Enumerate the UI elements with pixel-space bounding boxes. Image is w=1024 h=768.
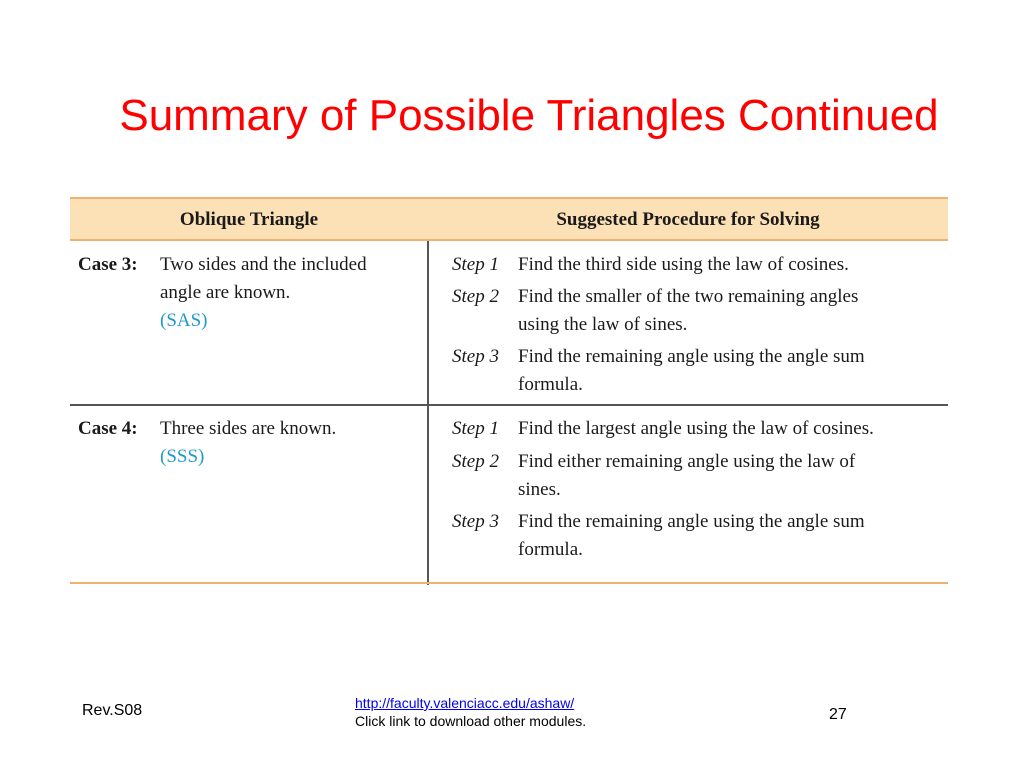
case-3-label: Case 3: <box>78 254 138 275</box>
step-label: Step 1 <box>452 254 499 275</box>
case-3-description-line1: Two sides and the included <box>160 254 367 275</box>
step-text-line1: Find the remaining angle using the angle sum <box>518 511 865 532</box>
step-label: Step 3 <box>452 346 499 367</box>
step-text-line1: Find the smaller of the two remaining angles <box>518 286 859 307</box>
column-divider <box>427 241 429 585</box>
step-text-line1: Find the third side using the law of cosines. <box>518 254 849 275</box>
step-label: Step 1 <box>452 418 499 439</box>
step-text-line1: Find either remaining angle using the law of <box>518 451 856 472</box>
header-oblique-triangle: Oblique Triangle <box>179 209 319 230</box>
case-3-abbreviation: (SAS) <box>160 310 208 331</box>
footer-link-block <box>355 694 586 730</box>
step-text-line1: Find the remaining angle using the angle sum <box>518 346 865 367</box>
step-text <box>518 415 948 443</box>
procedure-table <box>70 197 948 585</box>
row-divider <box>70 404 948 406</box>
step-text-line2: using the law of sines. <box>518 314 688 335</box>
case-3-description-line2: angle are known. <box>160 282 291 303</box>
case-3-description <box>160 251 422 335</box>
step-text-line2: sines. <box>518 479 561 500</box>
step-text <box>518 251 948 279</box>
page-number: 27 <box>829 706 847 723</box>
step-label: Step 2 <box>452 451 499 472</box>
case-4-label: Case 4: <box>78 418 138 439</box>
step-text <box>518 448 948 504</box>
case-4-abbreviation: (SSS) <box>160 446 205 467</box>
link-caption: Click link to download other modules. <box>355 713 587 729</box>
table-bottom-rule <box>70 582 948 584</box>
modules-link[interactable]: http://faculty.valenciacc.edu/ashaw/ <box>355 695 575 711</box>
table-header-row <box>70 197 948 241</box>
step-text <box>518 508 948 564</box>
case-4-description-line1: Three sides are known. <box>160 418 337 439</box>
step-label: Step 3 <box>452 511 499 532</box>
step-text <box>518 283 948 339</box>
header-suggested-procedure: Suggested Procedure for Solving <box>556 209 820 230</box>
step-text <box>518 343 948 399</box>
step-text-line2: formula. <box>518 539 583 560</box>
slide-title: Summary of Possible Triangles Continued <box>119 91 939 140</box>
step-text-line1: Find the largest angle using the law of cosines. <box>518 418 874 439</box>
revision-label: Rev.S08 <box>82 702 143 719</box>
step-label: Step 2 <box>452 286 499 307</box>
step-text-line2: formula. <box>518 374 583 395</box>
case-4-description <box>160 415 422 471</box>
